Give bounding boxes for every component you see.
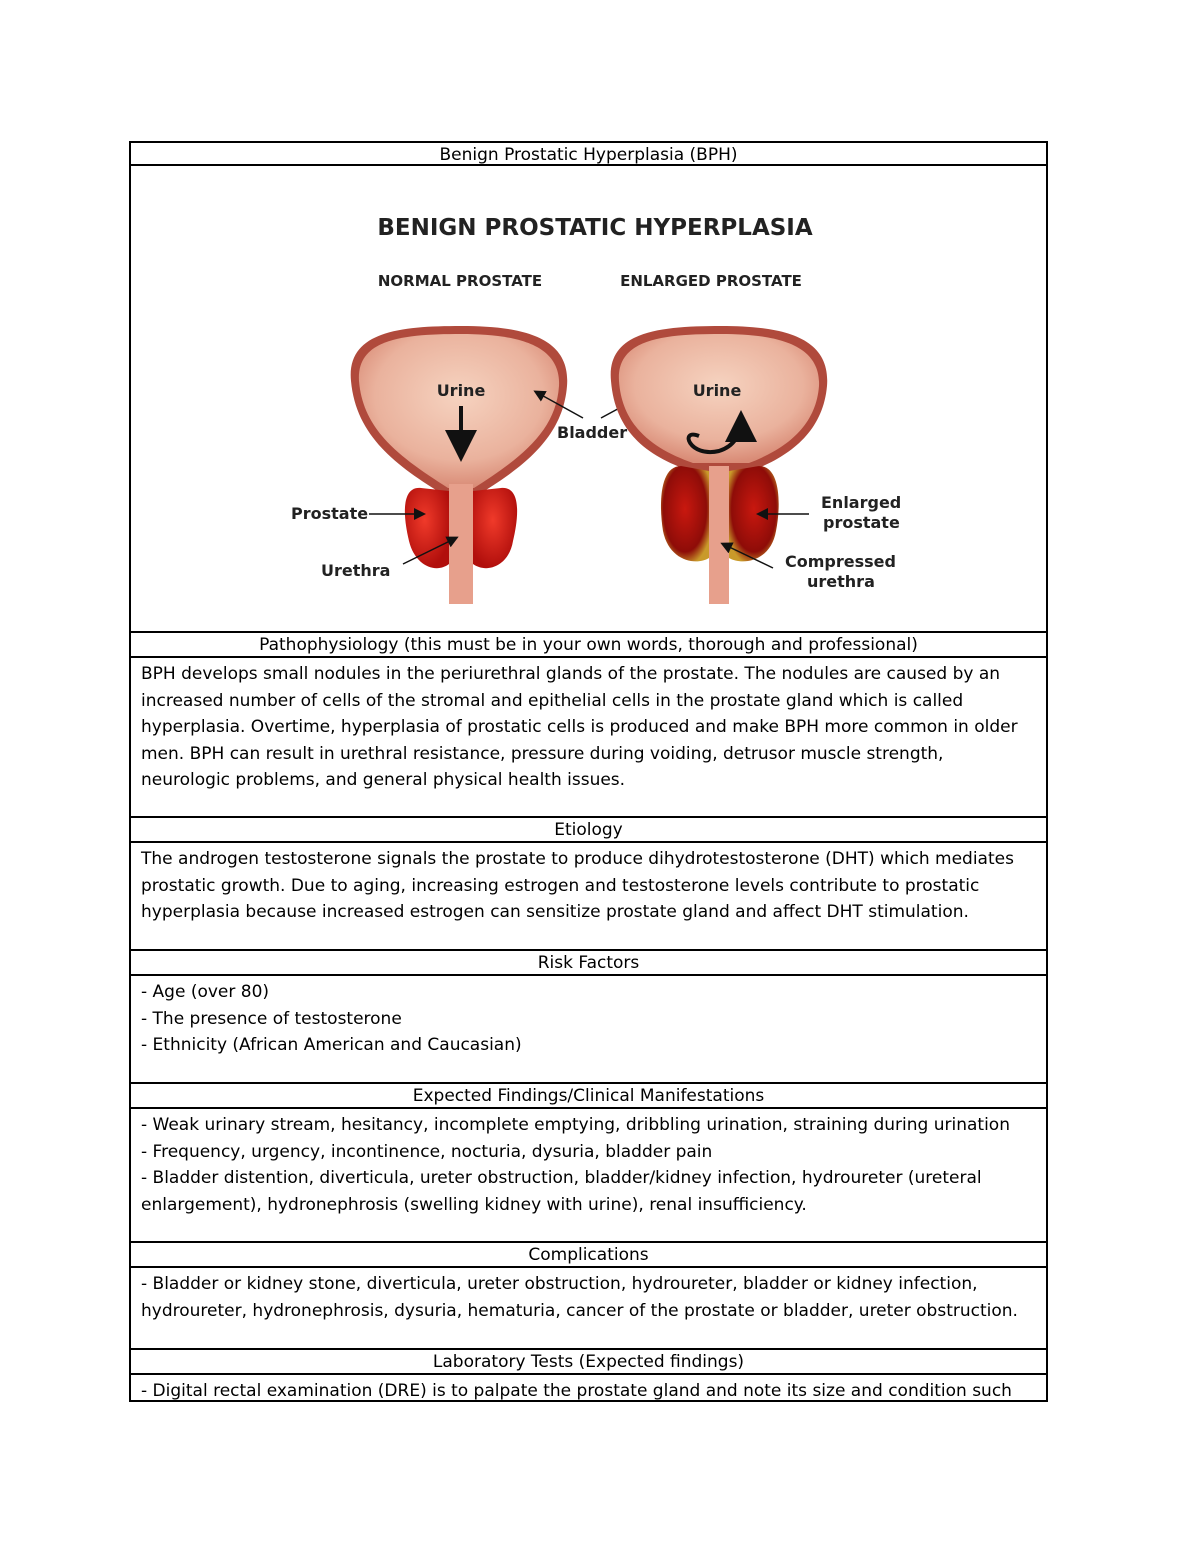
lab-tests-cell	[129, 1375, 1048, 1402]
urine-label-enlarged: Urine	[692, 381, 742, 400]
table-title: Benign Prostatic Hyperplasia (BPH)	[129, 141, 1048, 166]
etiology-text: The androgen testosterone signals the prostate to produce dihydrotestosterone (DHT) which mediates prostatic growth. Due to aging, increasing estrogen and testosterone levels contribute to prostatic hyperplasia because increased estrogen can sensitize prostate gland and affect DHT stimulation.	[141, 849, 1014, 922]
compressed-urethra-label-line2: urethra	[807, 572, 875, 591]
enlarged-prostate-label-line2: prostate	[823, 513, 900, 532]
bph-illustration	[131, 166, 1050, 631]
complications-header: Complications	[129, 1243, 1048, 1268]
enlarged-prostate-label: ENLARGED PROSTATE	[620, 272, 802, 290]
pathophysiology-header: Pathophysiology (this must be in your own words, thorough and professional)	[129, 633, 1048, 658]
risk-factors-cell	[129, 976, 1048, 1084]
bph-figure	[129, 166, 1048, 633]
list-item: - Ethnicity (African American and Caucasian)	[141, 1035, 522, 1055]
list-item: - Weak urinary stream, hesitancy, incomplete emptying, dribbling urination, straining during urination	[141, 1115, 1010, 1135]
bph-table	[129, 141, 1048, 1402]
pathophysiology-text: BPH develops small nodules in the periurethral glands of the prostate. The nodules are caused by an increased number of cells of the stromal and epithelial cells in the prostate gland which is called hyperplasia. Overtime, hyperplasia of prostatic cells is produced and make BPH more common in older men. BPH can result in urethral resistance, pressure during voiding, detrusor muscle strength, neurologic problems, and general physical health issues.	[141, 664, 1018, 790]
risk-factors-header: Risk Factors	[129, 951, 1048, 976]
bladder-label: Bladder	[557, 423, 628, 442]
enlarged-prostate-label-line1: Enlarged	[821, 493, 902, 512]
findings-header: Expected Findings/Clinical Manifestations	[129, 1084, 1048, 1109]
normal-prostate-label: NORMAL PROSTATE	[377, 272, 543, 290]
list-item: - The presence of testosterone	[141, 1008, 402, 1029]
list-item: - Frequency, urgency, incontinence, nocturia, dysuria, bladder pain	[141, 1141, 713, 1162]
prostate-label: Prostate	[291, 504, 369, 523]
list-item: - Age (over 80)	[141, 982, 270, 1002]
lab-tests-text: - Digital rectal examination (DRE) is to palpate the prostate gland and note its size and condition such	[141, 1381, 1012, 1401]
findings-cell	[129, 1109, 1048, 1243]
pathophysiology-cell	[129, 658, 1048, 818]
urethra-label: Urethra	[321, 561, 391, 580]
urine-label-normal: Urine	[436, 381, 486, 400]
compressed-urethra-label-line1: Compressed	[785, 552, 896, 571]
etiology-header: Etiology	[129, 818, 1048, 843]
complications-text: - Bladder or kidney stone, diverticula, ureter obstruction, hydroureter, bladder or kidney infection, hydroureter, hydronephrosis, dysuria, hematuria, cancer of the prostate or bladder, ureter obstruction.	[141, 1274, 1018, 1321]
complications-cell	[129, 1268, 1048, 1350]
figure-heading: BENIGN PROSTATIC HYPERPLASIA	[377, 215, 813, 241]
etiology-cell	[129, 843, 1048, 951]
list-item: - Bladder distention, diverticula, ureter obstruction, bladder/kidney infection, hydroureter (ureteral enlargement), hydronephrosis (swelling kidney with urine), renal insufficiency.	[141, 1168, 982, 1215]
lab-tests-header: Laboratory Tests (Expected findings)	[129, 1350, 1048, 1375]
